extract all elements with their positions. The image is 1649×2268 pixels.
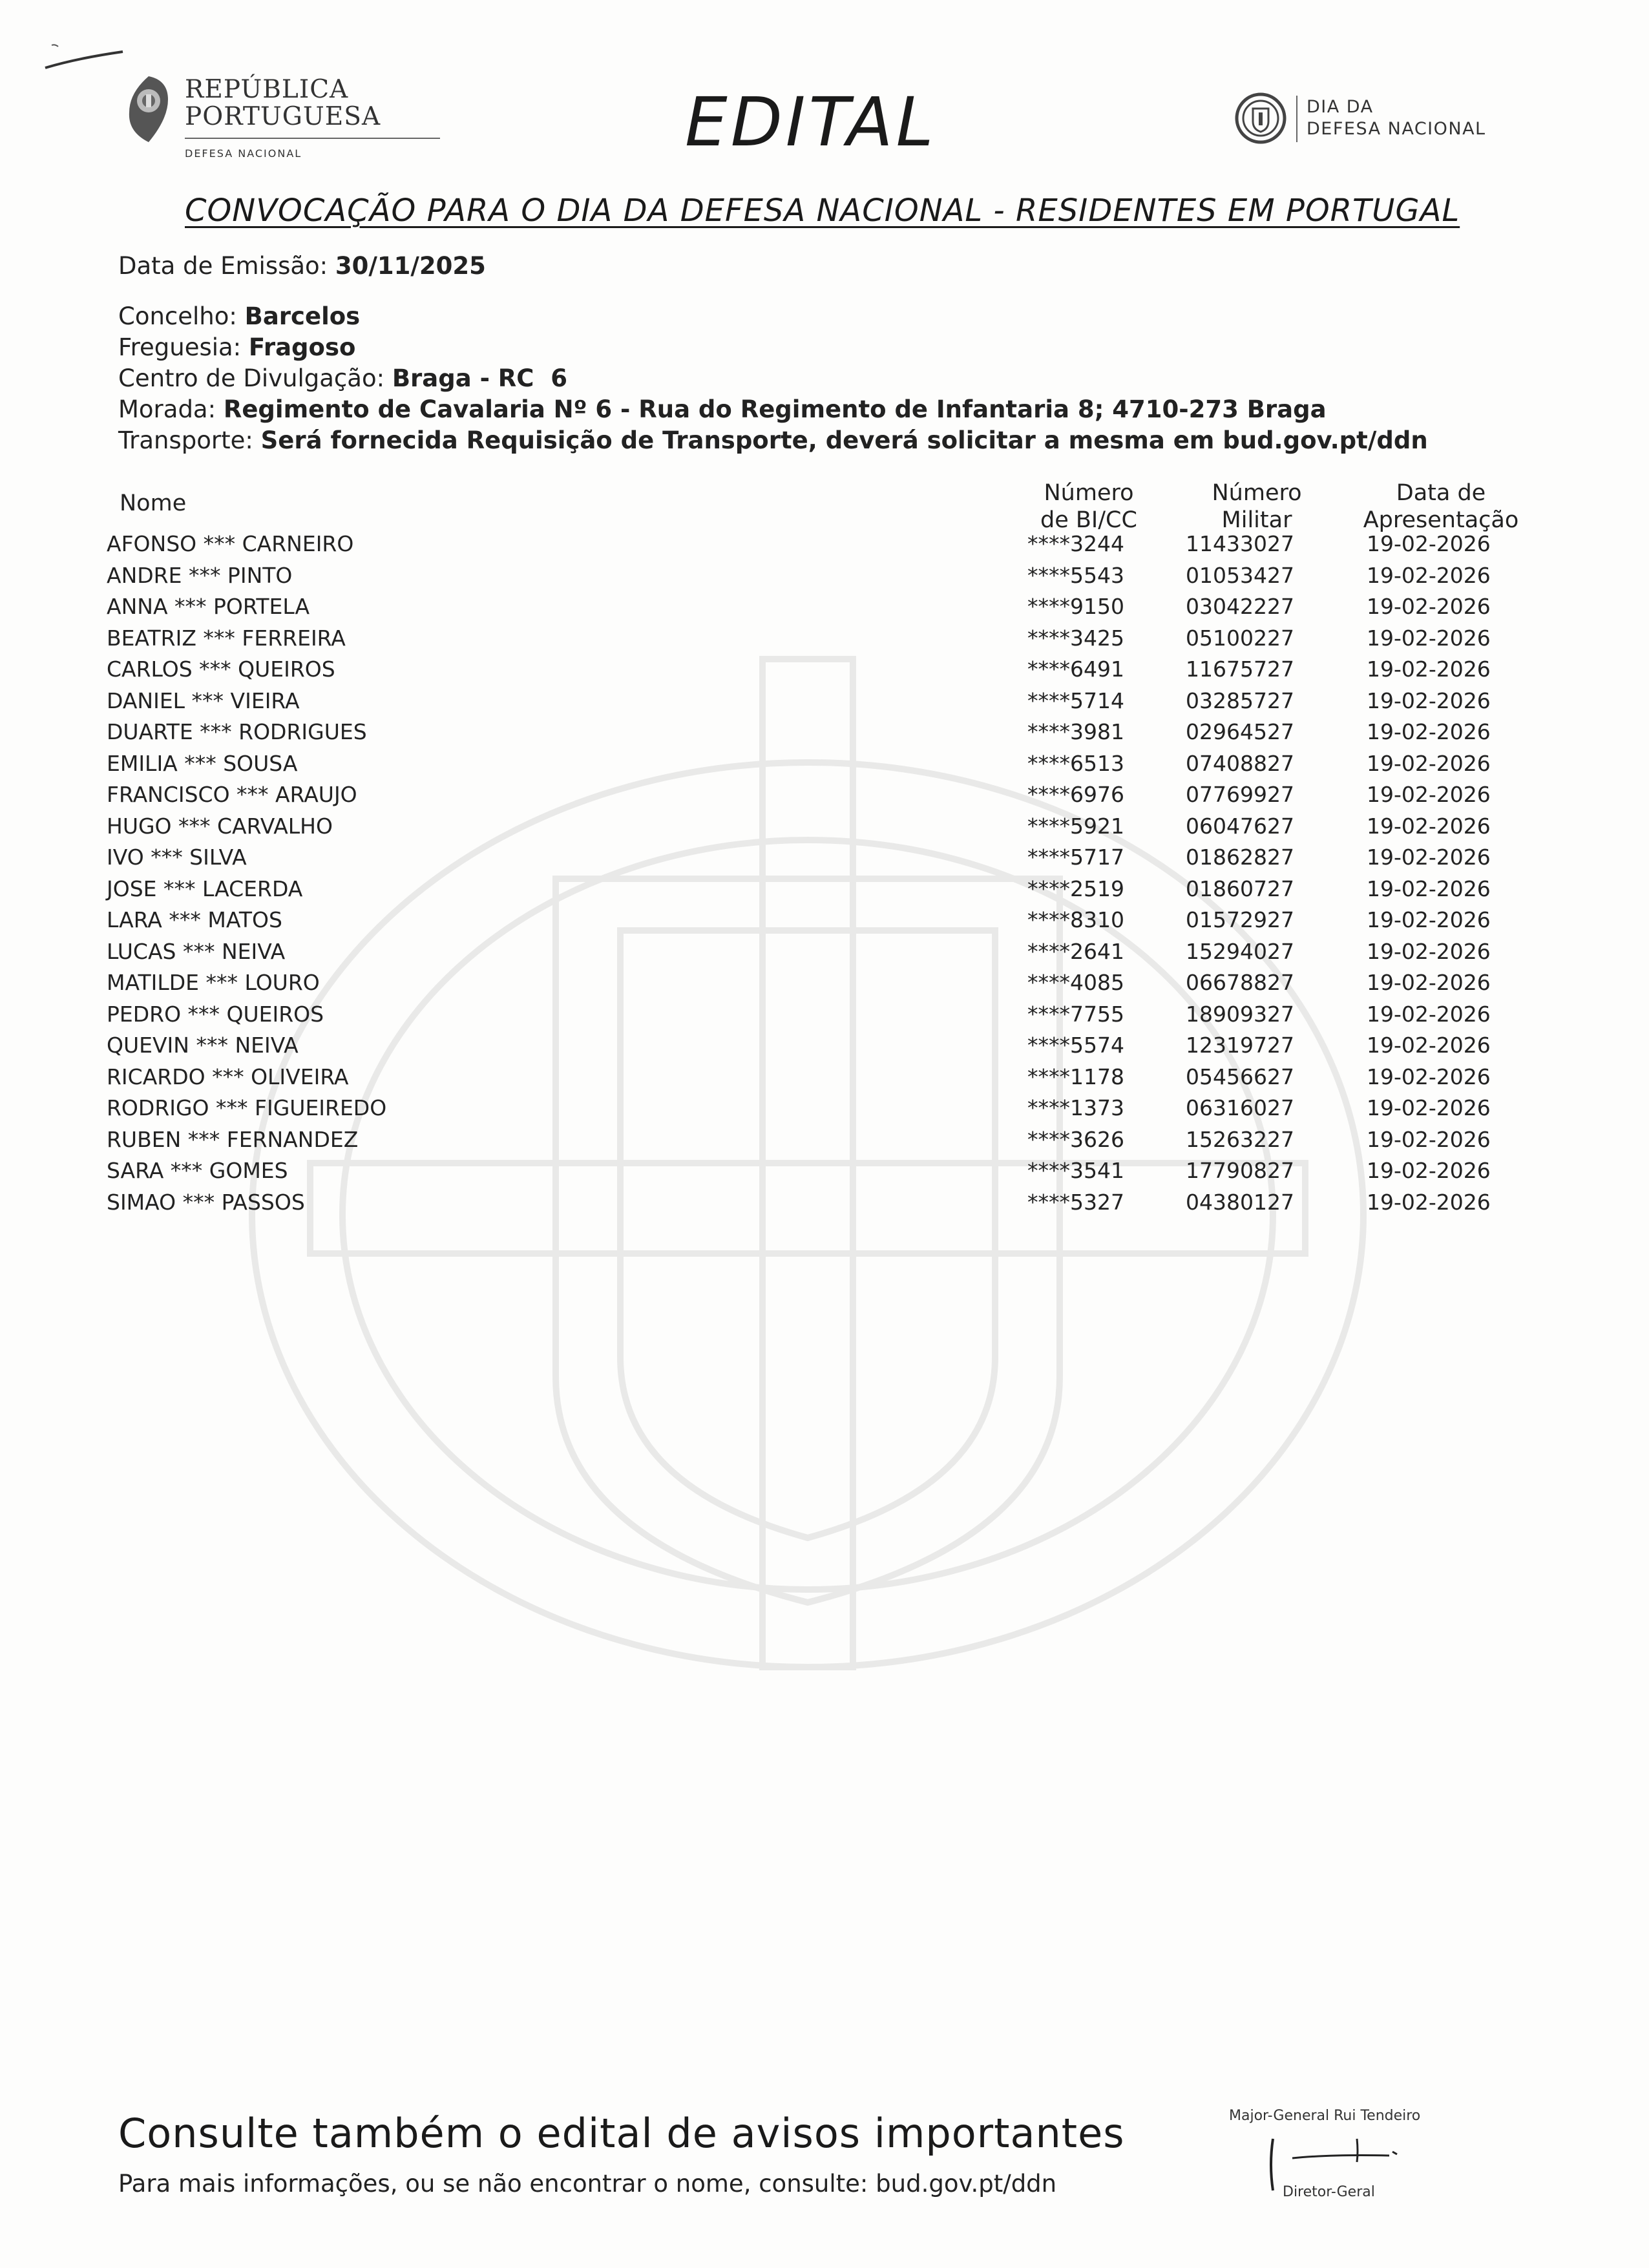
cell-name: RODRIGO *** FIGUEIREDO: [107, 1095, 387, 1120]
cell-date: 19-02-2026: [1367, 1126, 1491, 1152]
cell-name: SIMAO *** PASSOS: [107, 1189, 305, 1215]
cell-date: 19-02-2026: [1367, 562, 1491, 588]
cell-bi-number: ****5714: [1027, 688, 1124, 713]
table-row: [103, 970, 1499, 1001]
concelho-value: Barcelos: [244, 302, 361, 330]
page-title: EDITAL: [685, 83, 937, 162]
table-row: [103, 1002, 1499, 1033]
freguesia-value: Fragoso: [248, 333, 356, 361]
logo-divider: [185, 138, 440, 139]
header-military-line1: Número: [1212, 480, 1302, 506]
cell-military-number: 17790827: [1186, 1158, 1294, 1183]
header-military-line2: Militar: [1221, 507, 1292, 533]
cell-date: 19-02-2026: [1367, 1095, 1491, 1120]
cell-date: 19-02-2026: [1367, 970, 1491, 995]
cell-military-number: 06316027: [1186, 1095, 1294, 1120]
cell-bi-number: ****6491: [1027, 656, 1124, 682]
republic-line1: REPÚBLICA: [185, 75, 349, 104]
header-date: [1344, 479, 1538, 534]
transporte: [118, 426, 1428, 454]
table-row: [103, 845, 1499, 876]
cell-name: MATILDE *** LOURO: [107, 970, 320, 995]
logo-separator: [1296, 96, 1297, 142]
cell-name: JOSE *** LACERDA: [107, 876, 303, 901]
cell-date: 19-02-2026: [1367, 1064, 1491, 1089]
cell-date: 19-02-2026: [1367, 782, 1491, 807]
cell-date: 19-02-2026: [1367, 813, 1491, 839]
cell-military-number: 15294027: [1186, 938, 1294, 964]
header-bi-line1: Número: [1044, 480, 1134, 506]
cell-bi-number: ****4085: [1027, 970, 1124, 995]
cell-date: 19-02-2026: [1367, 531, 1491, 556]
cell-bi-number: ****2641: [1027, 938, 1124, 964]
cell-military-number: 01572927: [1186, 907, 1294, 932]
cell-date: 19-02-2026: [1367, 938, 1491, 964]
table-row: [103, 939, 1499, 970]
cell-bi-number: ****5921: [1027, 813, 1124, 839]
cell-name: AFONSO *** CARNEIRO: [107, 531, 354, 556]
morada-value: Regimento de Cavalaria Nº 6 - Rua do Regimento de Infantaria 8; 4710-273 Braga: [223, 395, 1327, 423]
table-row: [103, 1127, 1499, 1158]
pen-mark: [39, 39, 129, 78]
republica-portuguesa-logo: [123, 70, 381, 167]
cell-date: 19-02-2026: [1367, 656, 1491, 682]
freguesia-label: Freguesia:: [118, 333, 242, 361]
cell-date: 19-02-2026: [1367, 907, 1491, 932]
centro-label: Centro de Divulgação:: [118, 364, 385, 392]
issue-date: [118, 252, 486, 280]
cell-date: 19-02-2026: [1367, 1033, 1491, 1058]
transporte-label: Transporte:: [118, 426, 253, 454]
dia-defesa-nacional-logo: [1234, 92, 1525, 150]
cell-military-number: 05456627: [1186, 1064, 1294, 1089]
cell-military-number: 07769927: [1186, 782, 1294, 807]
concelho: [118, 302, 360, 330]
table-row: [103, 1064, 1499, 1095]
document-subtitle: CONVOCAÇÃO PARA O DIA DA DEFESA NACIONAL - RESIDENTES EM PORTUGAL: [185, 193, 1460, 229]
cell-name: CARLOS *** QUEIROS: [107, 656, 335, 682]
cell-name: RICARDO *** OLIVEIRA: [107, 1064, 349, 1089]
issue-date-value: 30/11/2025: [335, 252, 486, 280]
cell-name: FRANCISCO *** ARAUJO: [107, 782, 357, 807]
cell-military-number: 03285727: [1186, 688, 1294, 713]
table-row: [103, 656, 1499, 688]
table-row: [103, 719, 1499, 750]
morada-label: Morada:: [118, 395, 216, 423]
table-row: [103, 594, 1499, 625]
cell-name: PEDRO *** QUEIROS: [107, 1001, 324, 1027]
cell-bi-number: ****6513: [1027, 750, 1124, 776]
cell-military-number: 02964527: [1186, 719, 1294, 744]
cell-name: RUBEN *** FERNANDEZ: [107, 1126, 359, 1152]
cell-military-number: 01860727: [1186, 876, 1294, 901]
table-row: [103, 1190, 1499, 1221]
ddn-line1: DIA DA: [1307, 97, 1374, 117]
cell-bi-number: ****3244: [1027, 531, 1124, 556]
cell-bi-number: ****7755: [1027, 1001, 1124, 1027]
cell-date: 19-02-2026: [1367, 1189, 1491, 1215]
cell-bi-number: ****2519: [1027, 876, 1124, 901]
cell-bi-number: ****5543: [1027, 562, 1124, 588]
cell-military-number: 18909327: [1186, 1001, 1294, 1027]
cell-bi-number: ****3981: [1027, 719, 1124, 744]
footer-title: Consulte também o edital de avisos importantes: [118, 2110, 1125, 2157]
header-date-line1: Data de: [1396, 480, 1486, 506]
cell-name: ANNA *** PORTELA: [107, 594, 310, 619]
header-name: Nome: [120, 490, 187, 516]
cell-bi-number: ****3626: [1027, 1126, 1124, 1152]
table-row: [103, 876, 1499, 907]
cell-bi-number: ****5717: [1027, 845, 1124, 870]
table-row: [103, 1033, 1499, 1064]
freguesia: [118, 333, 355, 361]
cell-military-number: 01053427: [1186, 562, 1294, 588]
table-row: [103, 531, 1499, 562]
cell-bi-number: ****1373: [1027, 1095, 1124, 1120]
table-row: [103, 625, 1499, 656]
table-row: [103, 688, 1499, 719]
table-row: [103, 1158, 1499, 1189]
centro-value: Braga - RC 6: [392, 364, 567, 392]
ddn-line2: DEFESA NACIONAL: [1307, 119, 1486, 139]
table-row: [103, 563, 1499, 594]
seal-icon: [1234, 92, 1287, 145]
concelho-label: Concelho:: [118, 302, 237, 330]
cell-bi-number: ****1178: [1027, 1064, 1124, 1089]
cell-name: DANIEL *** VIEIRA: [107, 688, 300, 713]
signatory-role: Diretor-Geral: [1283, 2184, 1375, 2200]
signatory-name: Major-General Rui Tendeiro: [1229, 2108, 1421, 2124]
cell-bi-number: ****5327: [1027, 1189, 1124, 1215]
cell-date: 19-02-2026: [1367, 625, 1491, 651]
ministry-label: DEFESA NACIONAL: [185, 147, 302, 160]
cell-name: EMILIA *** SOUSA: [107, 750, 298, 776]
cell-date: 19-02-2026: [1367, 719, 1491, 744]
cell-bi-number: ****8310: [1027, 907, 1124, 932]
cell-name: DUARTE *** RODRIGUES: [107, 719, 367, 744]
cell-bi-number: ****3541: [1027, 1158, 1124, 1183]
footer-info: Para mais informações, ou se não encontrar o nome, consulte: bud.gov.pt/ddn: [118, 2170, 1057, 2198]
cell-military-number: 11675727: [1186, 656, 1294, 682]
cell-military-number: 01862827: [1186, 845, 1294, 870]
centro-divulgacao: [118, 364, 567, 392]
cell-name: SARA *** GOMES: [107, 1158, 288, 1183]
cell-date: 19-02-2026: [1367, 1158, 1491, 1183]
header-bi-line2: de BI/CC: [1040, 507, 1137, 533]
cell-military-number: 06678827: [1186, 970, 1294, 995]
cell-date: 19-02-2026: [1367, 845, 1491, 870]
cell-date: 19-02-2026: [1367, 750, 1491, 776]
table-row: [103, 814, 1499, 845]
cell-bi-number: ****3425: [1027, 625, 1124, 651]
morada: [118, 395, 1327, 423]
table-row: [103, 751, 1499, 782]
cell-name: HUGO *** CARVALHO: [107, 813, 333, 839]
header-date-line2: Apresentação: [1363, 507, 1519, 533]
republic-line2: PORTUGUESA: [185, 102, 381, 131]
cell-name: BEATRIZ *** FERREIRA: [107, 625, 346, 651]
transporte-value: Será fornecida Requisição de Transporte, deverá solicitar a mesma em bud.gov.pt/ddn: [260, 426, 1428, 454]
cell-military-number: 05100227: [1186, 625, 1294, 651]
cell-military-number: 15263227: [1186, 1126, 1294, 1152]
cell-date: 19-02-2026: [1367, 1001, 1491, 1027]
header-bi: [1011, 479, 1166, 534]
cell-military-number: 11433027: [1186, 531, 1294, 556]
coat-of-arms-icon: [123, 74, 173, 145]
cell-date: 19-02-2026: [1367, 594, 1491, 619]
cell-name: LARA *** MATOS: [107, 907, 282, 932]
cell-military-number: 04380127: [1186, 1189, 1294, 1215]
cell-bi-number: ****9150: [1027, 594, 1124, 619]
table-row: [103, 782, 1499, 813]
cell-date: 19-02-2026: [1367, 688, 1491, 713]
cell-military-number: 06047627: [1186, 813, 1294, 839]
table-row: [103, 1095, 1499, 1126]
cell-name: IVO *** SILVA: [107, 845, 247, 870]
cell-bi-number: ****6976: [1027, 782, 1124, 807]
table-row: [103, 907, 1499, 938]
cell-military-number: 07408827: [1186, 750, 1294, 776]
cell-date: 19-02-2026: [1367, 876, 1491, 901]
cell-name: ANDRE *** PINTO: [107, 562, 293, 588]
issue-date-label: Data de Emissão:: [118, 252, 328, 280]
cell-name: QUEVIN *** NEIVA: [107, 1033, 299, 1058]
cell-military-number: 12319727: [1186, 1033, 1294, 1058]
cell-name: LUCAS *** NEIVA: [107, 938, 286, 964]
cell-military-number: 03042227: [1186, 594, 1294, 619]
header-military: [1179, 479, 1334, 534]
cell-bi-number: ****5574: [1027, 1033, 1124, 1058]
